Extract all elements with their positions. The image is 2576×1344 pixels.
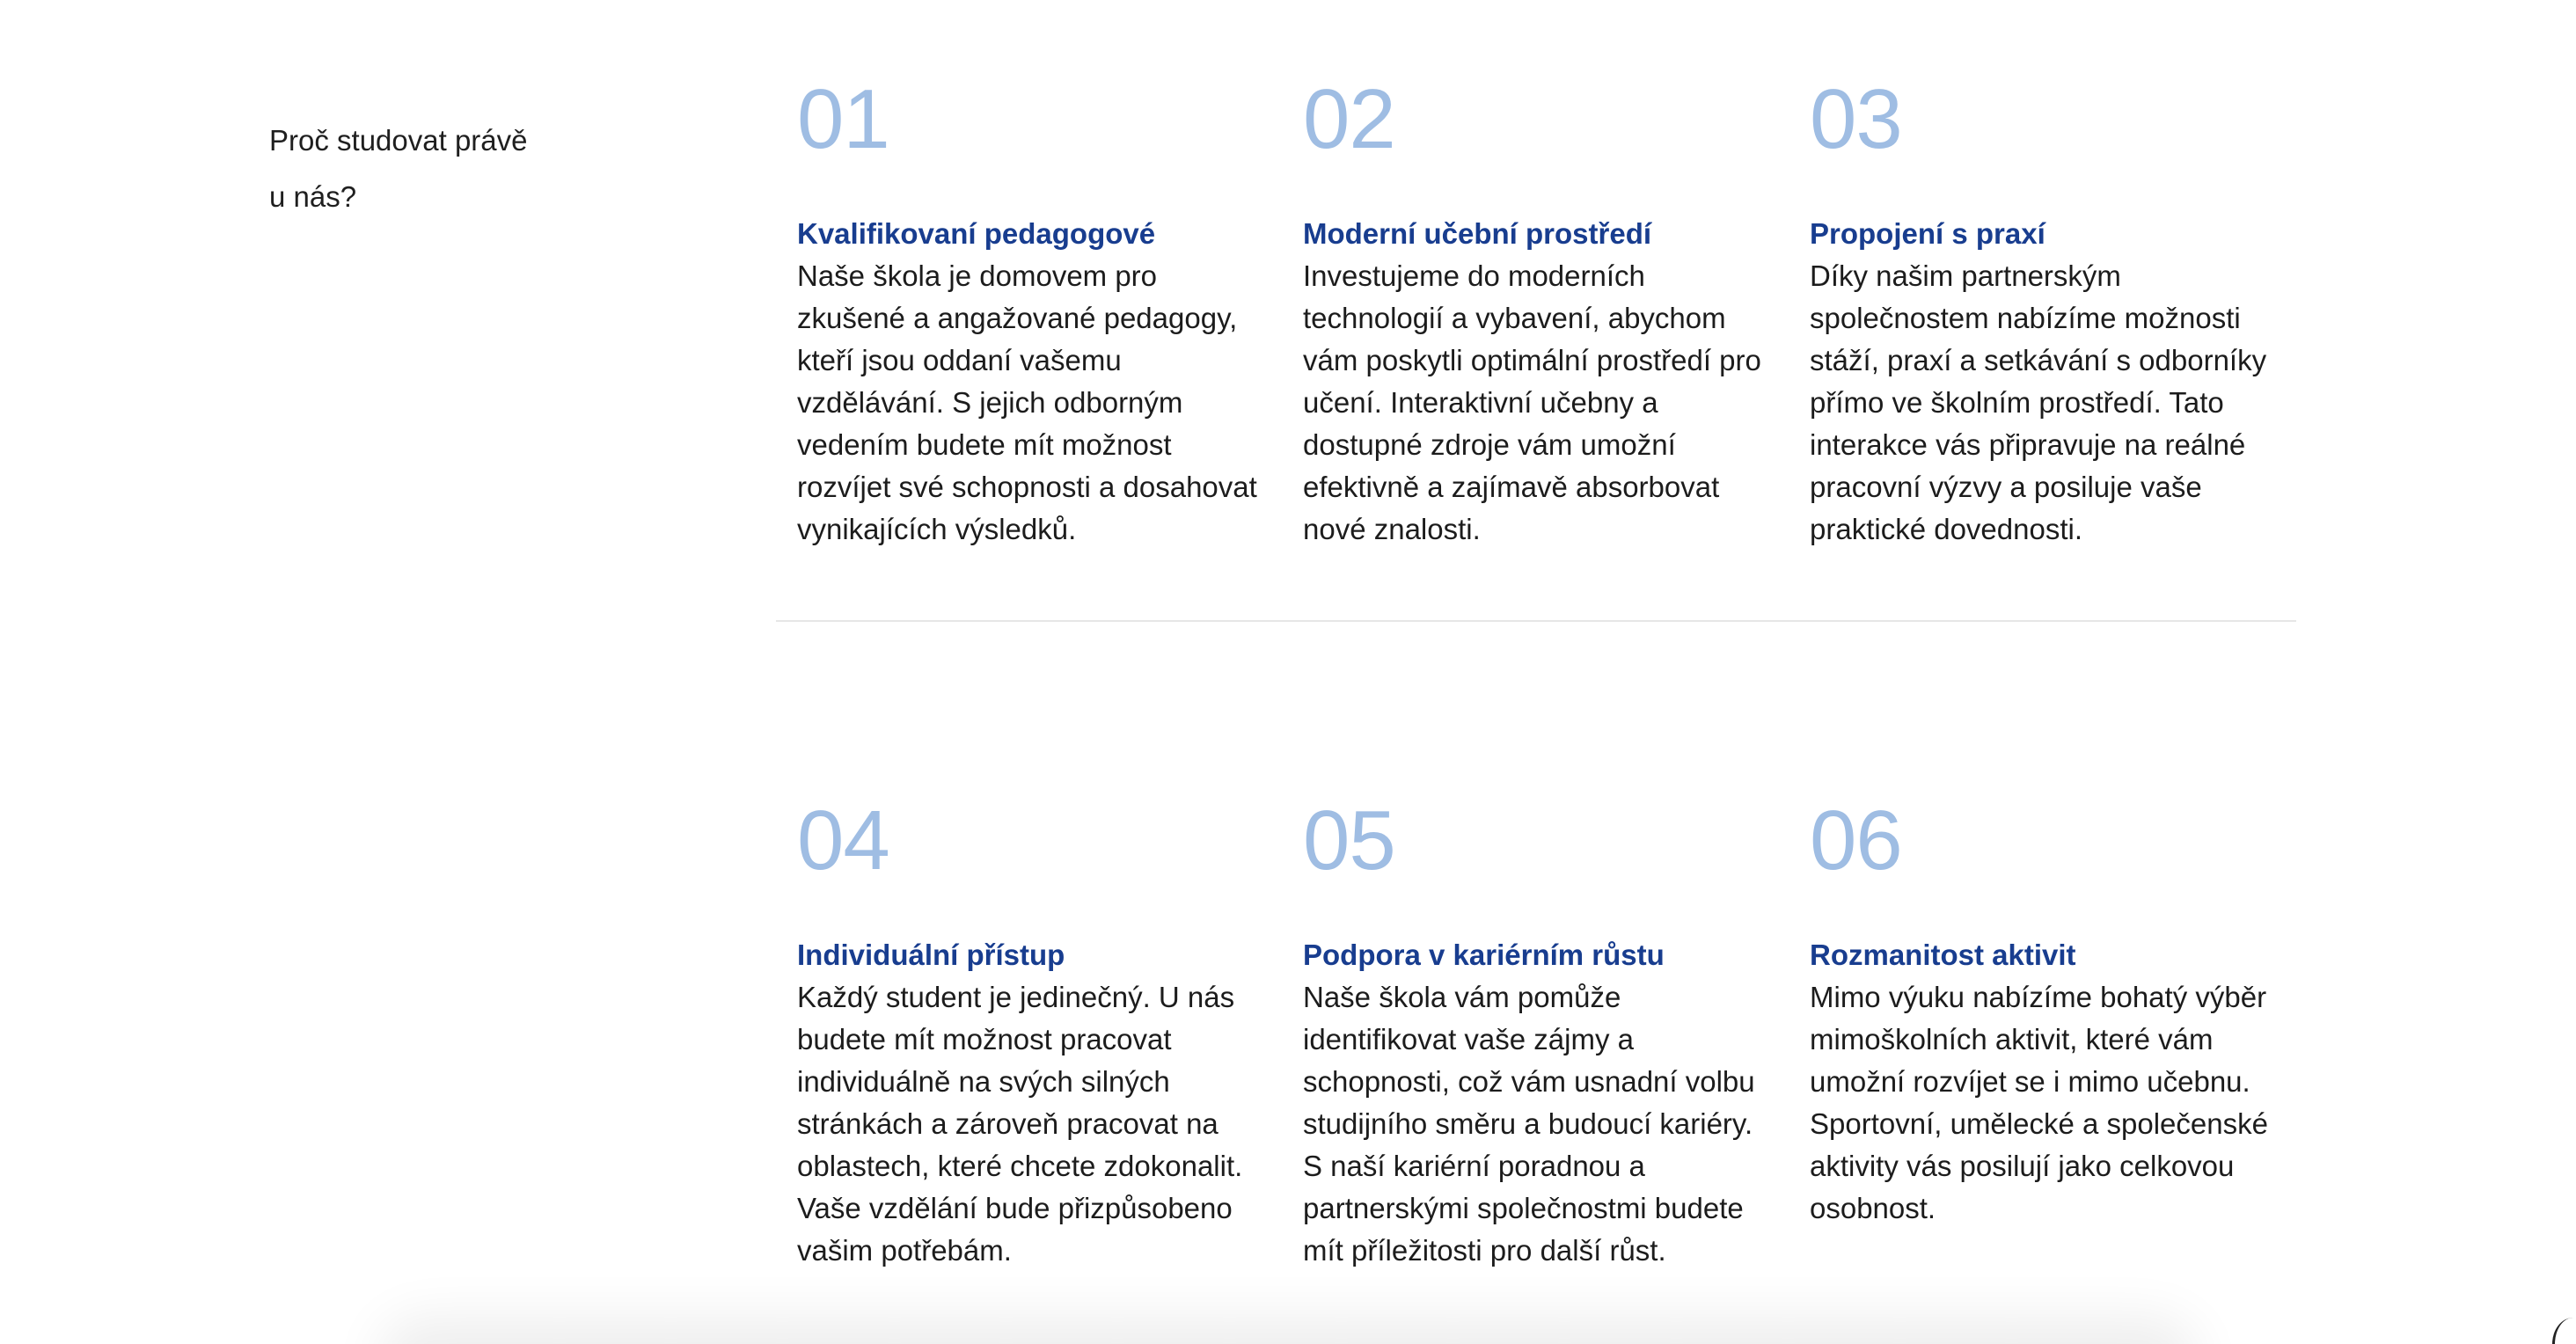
feature-description: Díky našim partnerským společnostem nabízíme možnosti stáží, praxí a setkávání s odborníky přímo ve školním prostředí. Tato interakce vás připravuje na reálné pracovní výzvy a posiluje vaše praktické dovednosti. — [1810, 259, 2267, 545]
feature-description: Každý student je jedinečný. U nás budete mít možnost pracovat individuálně na svých silných stránkách a zároveň pracovat na oblastech, které chcete zdokonalit. Vaše vzdělání bude přizpůsobeno vašim potřebám. — [797, 981, 1243, 1267]
feature-description: Naše škola vám pomůže identifikovat vaše zájmy a schopnosti, což vám usnadní volbu studijního směru a budoucí kariéry. S naší kariérní poradnou a partnerskými společnostmi budete mít příležitosti pro další růst. — [1303, 981, 1755, 1267]
section-heading-line-1: Proč studovat právě — [269, 124, 528, 157]
feature-number: 05 — [1303, 793, 1395, 887]
feature-card-03 — [1810, 72, 2285, 551]
feature-card-06 — [1810, 793, 2285, 1230]
feature-title: Podpora v kariérním růstu — [1303, 939, 1665, 971]
section-heading — [269, 113, 639, 225]
feature-number: 06 — [1810, 793, 1902, 887]
feature-number: 03 — [1810, 72, 1902, 166]
feature-title: Rozmanitost aktivit — [1810, 939, 2076, 971]
window-corner — [2552, 1318, 2576, 1344]
feature-card-02 — [1303, 72, 1778, 551]
feature-number: 04 — [797, 793, 889, 887]
feature-title: Propojení s praxí — [1810, 217, 2045, 250]
feature-description: Mimo výuku nabízíme bohatý výběr mimoškolních aktivit, které vám umožní rozvíjet se i mimo učebnu. Sportovní, umělecké a společenské aktivity vás posilují jako celkovou osobnost. — [1810, 981, 2268, 1224]
feature-card-04 — [797, 793, 1272, 1272]
feature-description: Naše škola je domovem pro zkušené a angažované pedagogy, kteří jsou oddaní vašemu vzdělávání. S jejich odborným vedením budete mít možnost rozvíjet své schopnosti a dosahovat vynikajících výsledků. — [797, 259, 1257, 545]
feature-description: Investujeme do moderních technologií a vybavení, abychom vám poskytli optimální prostředí pro učení. Interaktivní učebny a dostupné zdroje vám umožní efektivně a zajímavě absorbovat nové znalosti. — [1303, 259, 1761, 545]
feature-card-05 — [1303, 793, 1778, 1272]
feature-title: Moderní učební prostředí — [1303, 217, 1652, 250]
row-divider — [776, 620, 2296, 622]
feature-card-01 — [797, 72, 1272, 551]
feature-number: 01 — [797, 72, 889, 166]
section-heading-line-2: u nás? — [269, 180, 357, 213]
feature-title: Individuální přístup — [797, 939, 1065, 971]
feature-title: Kvalifikovaní pedagogové — [797, 217, 1156, 250]
feature-number: 02 — [1303, 72, 1395, 166]
